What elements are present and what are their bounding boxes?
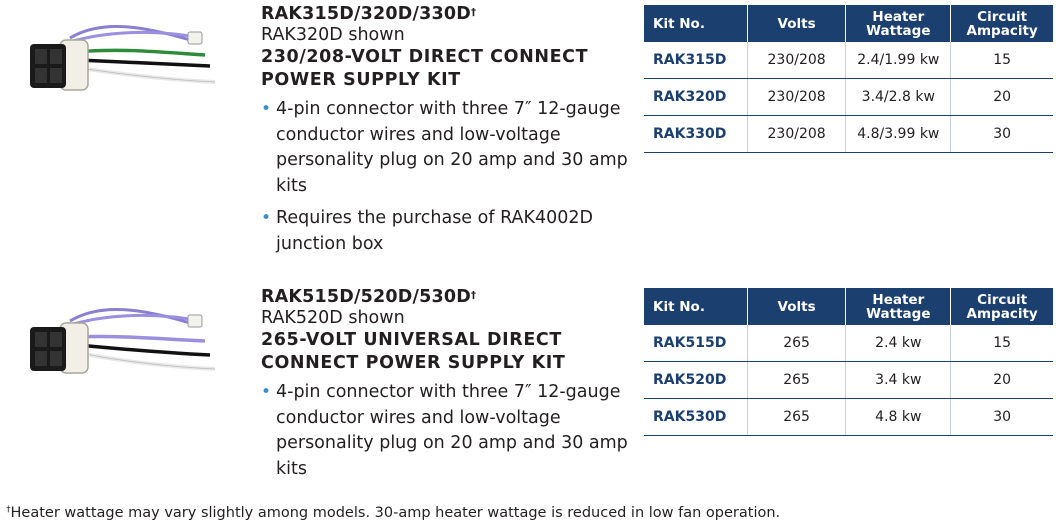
feature-item: • 4-pin connector with three 7″ 12-gauge conductor wires and low-voltage personality plug on 20 amp and 30 amp kits [261,99,628,196]
kit-spec-table-265v [644,288,1053,436]
kit-title: 230/208-VOLT DIRECT CONNECT POWER SUPPLY KIT [261,47,589,90]
ampacity-cell: 15 [951,42,1053,79]
model-codes: RAK315D/320D/330D† [261,4,477,24]
wattage-cell: 3.4 kw [846,362,951,399]
column-header-heater-wattage: Heater Wattage [846,5,951,42]
bullet-icon: • [261,382,272,402]
kit-number-cell: RAK330D [644,116,747,153]
column-header-heater-wattage: Heater Wattage [846,288,951,325]
kit-number-cell: RAK320D [644,79,747,116]
column-header-circuit-ampacity: Circuit Ampacity [951,5,1053,42]
power-supply-kit-image-230v [0,0,230,110]
kit-number-cell: RAK530D [644,399,747,436]
volts-cell: 230/208 [747,42,846,79]
column-header-volts: Volts [747,288,846,325]
product-description-230v [261,4,631,264]
volts-cell: 265 [747,399,846,436]
table-row [644,79,1053,116]
table-row [644,325,1053,362]
kit-number-cell: RAK515D [644,325,747,362]
wattage-cell: 4.8 kw [846,399,951,436]
ampacity-cell: 20 [951,79,1053,116]
footnote: †Heater wattage may vary slightly among models. 30-amp heater wattage is reduced in low fan operation. [6,505,781,521]
table-row [644,116,1053,153]
volts-cell: 230/208 [747,79,846,116]
feature-list [261,97,631,257]
feature-item: • Requires the purchase of RAK4002D junction box [261,208,593,254]
wattage-cell: 2.4/1.99 kw [846,42,951,79]
wattage-cell: 2.4 kw [846,325,951,362]
volts-cell: 230/208 [747,116,846,153]
ampacity-cell: 15 [951,325,1053,362]
kit-title: 265-VOLT UNIVERSAL DIRECT CONNECT POWER SUPPLY KIT [261,330,566,373]
table-row [644,362,1053,399]
power-supply-kit-image-265v [0,283,230,393]
feature-item: • 4-pin connector with three 7″ 12-gauge conductor wires and low-voltage personality plug on 20 amp and 30 amp kits [261,382,628,479]
table-row [644,42,1053,79]
table-header-row [644,288,1053,325]
column-header-circuit-ampacity: Circuit Ampacity [951,288,1053,325]
model-codes: RAK515D/520D/530D† [261,287,477,307]
kit-spec-table-230v [644,5,1053,153]
column-header-kit-no: Kit No. [644,5,747,42]
shown-model-label: RAK520D shown [261,308,405,328]
kit-number-cell: RAK315D [644,42,747,79]
product-description-265v [261,287,631,489]
table-row [644,399,1053,436]
shown-model-label: RAK320D shown [261,25,405,45]
bullet-icon: • [261,208,272,228]
ampacity-cell: 20 [951,362,1053,399]
wattage-cell: 3.4/2.8 kw [846,79,951,116]
ampacity-cell: 30 [951,116,1053,153]
table-header-row [644,5,1053,42]
kit-number-cell: RAK520D [644,362,747,399]
volts-cell: 265 [747,325,846,362]
bullet-icon: • [261,99,272,119]
column-header-kit-no: Kit No. [644,288,747,325]
column-header-volts: Volts [747,5,846,42]
ampacity-cell: 30 [951,399,1053,436]
feature-list [261,380,631,482]
volts-cell: 265 [747,362,846,399]
product-section-265v [0,283,1056,493]
wattage-cell: 4.8/3.99 kw [846,116,951,153]
